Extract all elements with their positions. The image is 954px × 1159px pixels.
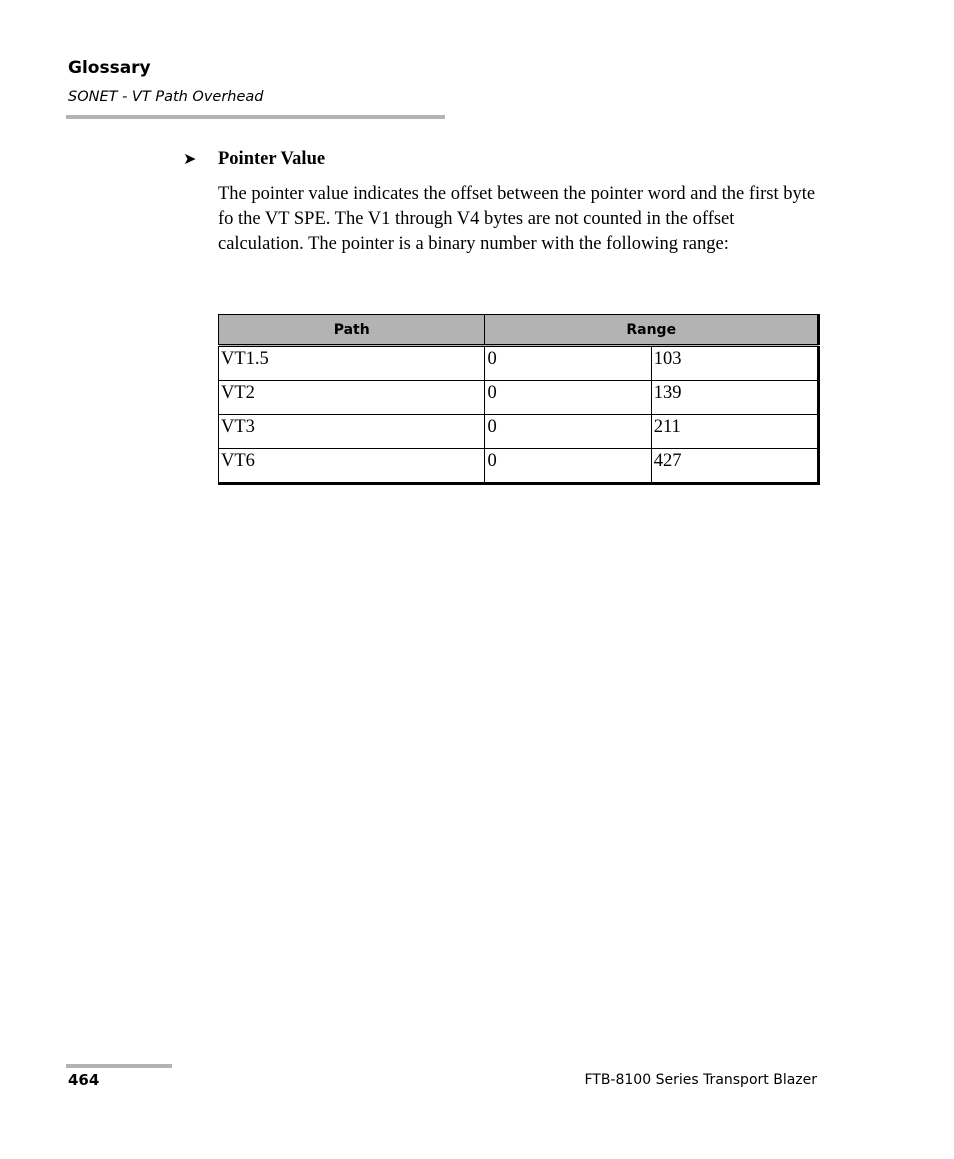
arrow-bullet-icon: ➤ [183,149,197,168]
product-name: FTB-8100 Series Transport Blazer [584,1072,817,1088]
path-cell: VT3 [219,415,485,449]
table-row [219,381,819,415]
section-heading: Pointer Value [218,149,326,169]
pointer-range-table [218,314,820,485]
chapter-title: Glossary [68,58,151,78]
path-cell: VT2 [219,381,485,415]
body-paragraph: The pointer value indicates the offset between the pointer word and the first byte fo the VT SPE. The V1 through V4 bytes are not counted in the offset calculation. The pointer is a binary number with the following range: [218,184,816,254]
table-row [219,449,819,484]
range-max-cell: 427 [653,451,682,471]
range-min-cell: 0 [485,346,651,381]
page-number: 464 [68,1071,100,1089]
table-row [219,415,819,449]
range-min-cell: 0 [485,381,651,415]
table-header-row [219,315,819,346]
range-max-cell: 139 [651,381,818,415]
path-cell: VT6 [219,449,485,484]
column-header-path: Path [219,315,485,346]
range-min-cell: 0 [485,449,651,484]
section-subtitle: SONET - VT Path Overhead [68,89,264,105]
table-row [219,346,819,381]
range-min-cell: 0 [485,415,651,449]
footer-divider [66,1064,172,1068]
path-cell: VT1.5 [219,346,485,381]
range-max-cell: 211 [651,415,818,449]
range-max-cell: 103 [651,346,818,381]
column-header-range: Range [485,315,819,346]
header-divider [66,115,445,119]
